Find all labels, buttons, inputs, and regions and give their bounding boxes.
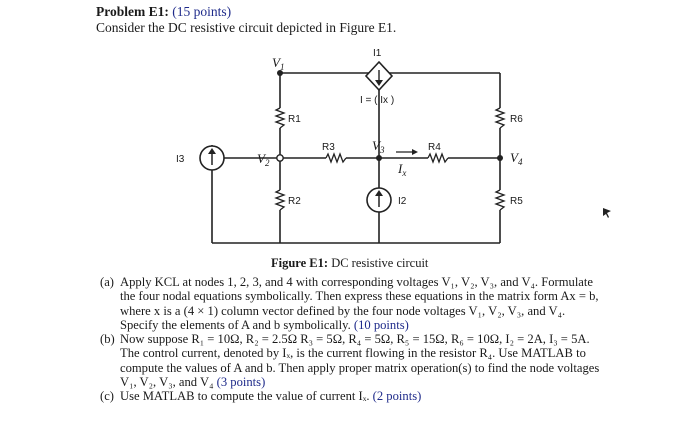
- node-4-label: $V_4$: [510, 150, 523, 167]
- part-c-label: (c): [100, 389, 114, 404]
- label-r5: R5: [510, 196, 523, 207]
- caption-label: Figure E1:: [271, 256, 329, 270]
- label-ix: $I_x$: [398, 161, 407, 178]
- resistor-r3: [326, 154, 346, 162]
- part-b: [100, 332, 600, 389]
- part-a-text: Apply KCL at nodes 1, 2, 3, and 4 with corresponding voltages V₁, V₂, V₃, and V₄. Formulate the four nodal equations symbolically. Then express these equations in the matrix form Ax = b, where x is a (4 × 1) column vector defined by the four node voltages V₁, V₂, V₃, and V₄. Specify the elements of A and b symbolically.: [120, 275, 599, 332]
- part-b-label: (b): [100, 332, 115, 347]
- label-i1-expr: I = ( Ix ): [360, 95, 395, 106]
- dependent-source-i1: [366, 62, 392, 90]
- resistor-r5: [496, 190, 504, 210]
- label-i1: I1: [373, 48, 382, 59]
- part-c: [100, 389, 600, 403]
- problem-points: (15 points): [172, 4, 232, 19]
- figure-caption: [271, 256, 428, 271]
- label-r2: R2: [288, 196, 301, 207]
- node-1-label: $V_1$: [272, 55, 285, 72]
- resistor-r2: [276, 190, 284, 210]
- label-i2: I2: [398, 196, 407, 207]
- part-b-text: Now suppose R₁ = 10Ω, R₂ = 2.5Ω R₃ = 5Ω, R₄ = 5Ω, R₅ = 15Ω, R₆ = 10Ω, I₂ = 2A, I₃ = 5A. The control current, denoted by Iₓ, is the current flowing in the resistor R₄. Use MATLAB to compute the values of A and b. Then apply proper matrix operation(s) to find the node voltages V₁, V₂, V₃, and V₄: [120, 332, 600, 390]
- label-r1: R1: [288, 114, 301, 125]
- label-r6: R6: [510, 114, 523, 125]
- node-3-dot: [376, 155, 382, 161]
- resistor-r4: [428, 154, 448, 162]
- resistor-r6: [496, 108, 504, 128]
- node-3-label: $V_3$: [372, 138, 385, 155]
- ix-arrow: [396, 149, 418, 155]
- part-c-text: Use MATLAB to compute the value of current Iₓ.: [120, 389, 370, 404]
- node-4-dot: [497, 155, 503, 161]
- current-source-i2: [367, 188, 391, 212]
- part-c-points: (2 points): [372, 389, 422, 404]
- circuit-wires: [212, 62, 500, 243]
- part-b-points: (3 points): [216, 375, 266, 390]
- resistor-r1: [276, 108, 284, 128]
- problem-parts: [100, 275, 600, 404]
- problem-intro: Consider the DC resistive circuit depicted in Figure E1.: [96, 20, 397, 35]
- label-r4: R4: [428, 142, 441, 153]
- node-2-label: $V_2$: [257, 151, 270, 168]
- label-r3: R3: [322, 142, 335, 153]
- label-i3: I3: [176, 154, 185, 165]
- problem-label: Problem E1:: [96, 4, 169, 19]
- node-2-dot: [277, 155, 283, 161]
- part-a-label: (a): [100, 275, 114, 289]
- current-source-i3: [200, 146, 224, 170]
- part-a-points: (10 points): [353, 317, 409, 332]
- cursor-icon: [603, 208, 611, 218]
- part-a: [100, 275, 600, 332]
- caption-text: DC resistive circuit: [331, 256, 429, 270]
